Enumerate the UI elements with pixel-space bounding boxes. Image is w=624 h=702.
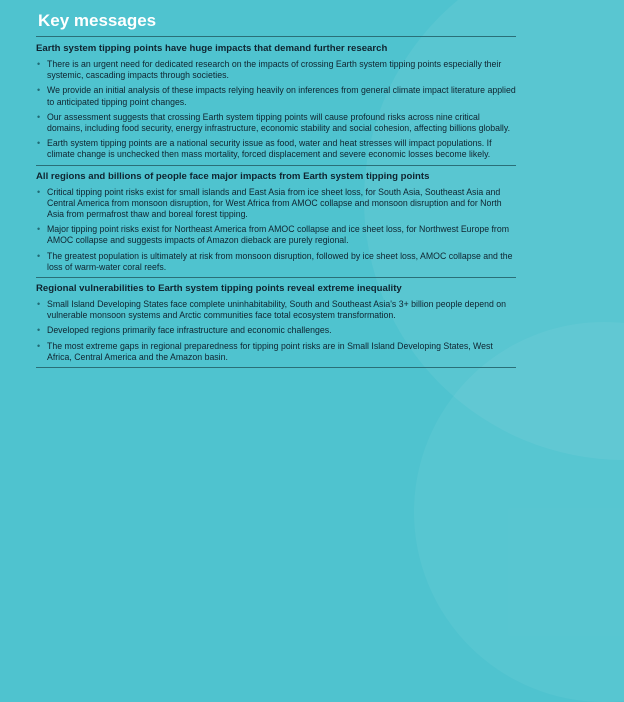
list-item: • Major tipping point risks exist for Northeast America from AMOC collapse and ice sheet loss, for Northwest Europe from AMOC collapse and suggests impacts of Amazon dieback are purely regional.	[36, 224, 516, 246]
bullet-list	[36, 299, 516, 363]
list-item: • There is an urgent need for dedicated research on the impacts of crossing Earth system tipping points especially their systemic, cascading impacts through societies.	[36, 59, 516, 81]
key-messages-panel	[28, 10, 516, 373]
list-item: • Small Island Developing States face complete uninhabitability, South and Southeast Asia's 3+ billion people depend on vulnerable monsoon systems and Arctic communities face total ecosystem transformation.	[36, 299, 516, 321]
bullet-list	[36, 59, 516, 161]
section-divider	[36, 367, 516, 368]
list-item: • The greatest population is ultimately at risk from monsoon disruption, followed by ice sheet loss, AMOC collapse and the loss of warm-water coral reefs.	[36, 251, 516, 273]
section-research	[36, 43, 516, 166]
section-heading: Earth system tipping points have huge impacts that demand further research	[36, 43, 388, 54]
section-divider	[36, 165, 516, 166]
section-heading: Regional vulnerabilities to Earth system tipping points reveal extreme inequality	[36, 283, 402, 295]
list-item: • Earth system tipping points are a national security issue as food, water and heat stresses will impact populations. If climate change is unchecked then mass mortality, forced displacement and severe economic losses become likely.	[36, 138, 516, 160]
background-shape	[414, 322, 624, 702]
section-vulnerabilities	[36, 283, 516, 368]
section-heading: All regions and billions of people face major impacts from Earth system tipping points	[36, 170, 430, 182]
title-divider	[36, 36, 516, 37]
bullet-list	[36, 187, 516, 273]
section-regions	[36, 171, 516, 278]
section-divider	[36, 277, 516, 278]
list-item: • We provide an initial analysis of these impacts relying heavily on inferences from general climate impact literature applied to anticipated tipping point changes.	[36, 85, 516, 107]
list-item: • The most extreme gaps in regional preparedness for tipping point risks are in Small Island Developing States, West Africa, Central America and the Amazon basin.	[36, 341, 516, 363]
page-title: Key messages	[38, 11, 157, 30]
list-item: • Our assessment suggests that crossing Earth system tipping points will cause profound risks across nine critical domains, including food security, energy infrastructure, economic stability and social cohesion, affecting billions globally.	[36, 112, 516, 134]
list-item: • Critical tipping point risks exist for small islands and East Asia from ice sheet loss, for South Asia, Southeast Asia and Central America from monsoon disruption, for West Africa from AMOC collapse and monsoon disruption and for North Asia from permafrost thaw and boreal forest tipping.	[36, 187, 516, 221]
list-item: • Developed regions primarily face infrastructure and economic challenges.	[36, 325, 516, 336]
